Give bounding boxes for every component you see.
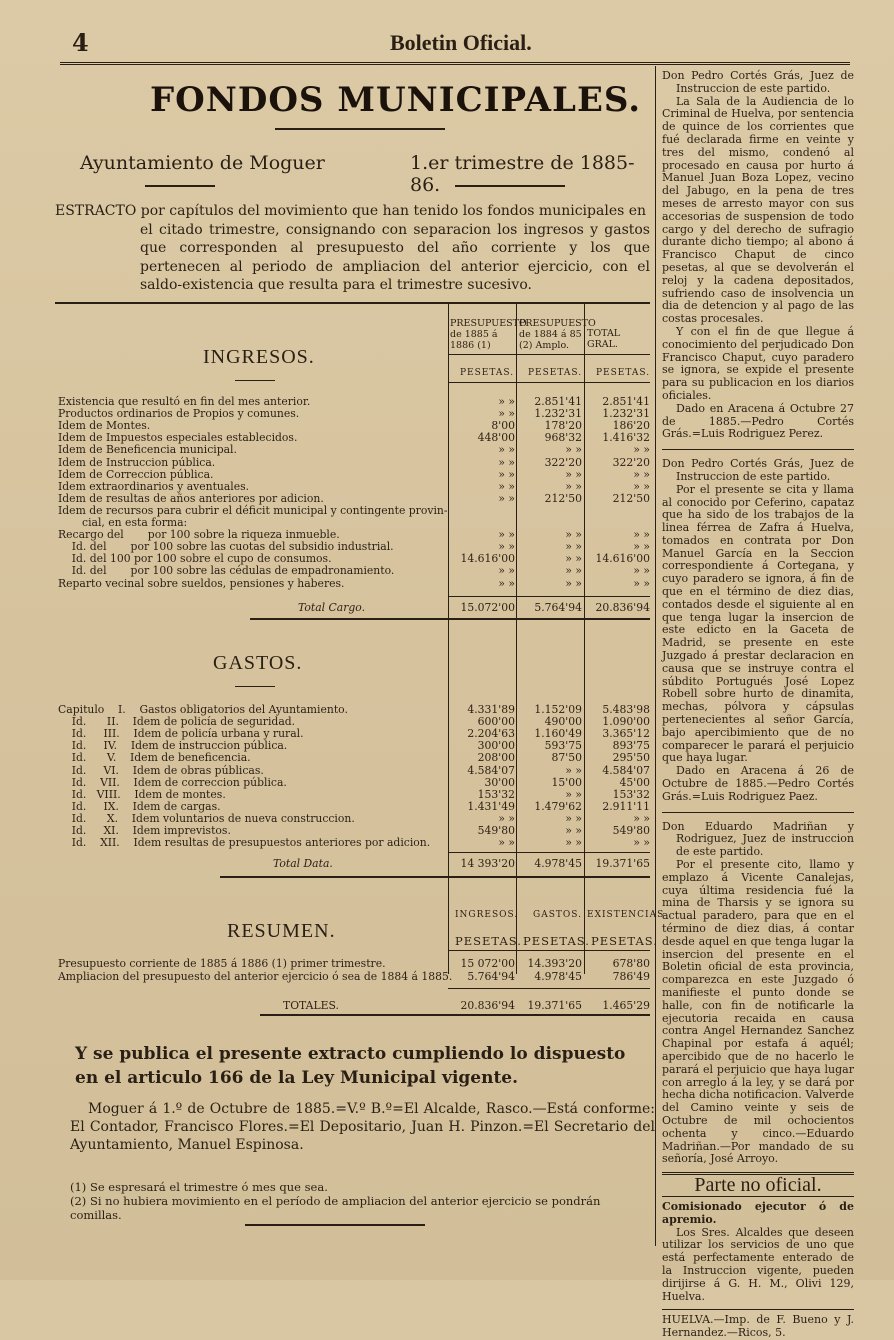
resumen-title: RESUMEN. — [227, 920, 336, 942]
ingresos-v2: » » — [565, 564, 582, 578]
header-presupuesto-1884: PRESUPUESTO de 1884 á 85 (2) Amplo. — [519, 318, 596, 351]
ingresos-v1: » » — [498, 479, 515, 493]
page-number: 4 — [72, 28, 89, 57]
resumen-v3: 786'49 — [612, 969, 650, 983]
ingresos-row — [58, 457, 648, 469]
ingresos-row — [58, 565, 648, 577]
resumen-head-existencias: EXISTENCIAS — [587, 910, 665, 920]
gastos-label: Id. III. Idem de policía urbana y rural. — [58, 727, 304, 741]
total-data-v3: 19.371'65 — [595, 857, 650, 870]
gastos-v3: 2.911'11 — [602, 799, 650, 813]
gastos-v3: 4.584'07 — [602, 763, 650, 777]
ingresos-label: Idem de recursos para cubrir el déficit municipal y contingente provin- — [58, 503, 448, 517]
gastos-v1: 549'80 — [477, 824, 515, 837]
ingresos-v3: 322'20 — [612, 455, 650, 469]
total-cargo-label: Total Cargo. — [298, 601, 366, 614]
newspaper-title: Boletin Oficial. — [390, 30, 532, 55]
resumen-v1: 15 072'00 — [460, 957, 515, 970]
resumen-row — [58, 958, 648, 970]
ingresos-v3: » » — [633, 479, 650, 493]
resumen-header-rule — [448, 950, 650, 951]
gastos-v3: » » — [633, 811, 650, 825]
ingresos-ornament — [235, 380, 275, 381]
ingresos-label: Idem de resultas de años anteriores por adicion. — [58, 491, 324, 505]
gastos-row — [58, 837, 648, 849]
total-data-v2: 4.978'45 — [534, 857, 582, 870]
gastos-row — [58, 789, 648, 801]
resumen-head-ingresos: INGRESOS. — [455, 910, 519, 920]
gastos-v1: 153'32 — [477, 787, 515, 801]
gastos-v1: 4.331'89 — [467, 703, 515, 716]
gastos-v1: » » — [498, 836, 515, 850]
ayuntamiento-label: Ayuntamiento de Moguer — [80, 152, 325, 174]
edict3-head: Don Eduardo Madriñan y Rodriguez, Juez de instruccion de este partido. — [662, 819, 854, 859]
ingresos-label: Id. del por 100 sobre las cuotas del subsidio industrial. — [58, 540, 394, 554]
gastos-v1: 300'00 — [477, 739, 515, 753]
ingresos-v3: » » — [633, 467, 650, 481]
gastos-label: Id. VII. Idem de correccion pública. — [58, 775, 287, 789]
total-cargo-v2: 5.764'94 — [534, 601, 582, 614]
ingresos-label: Reparto vecinal sobre sueldos, pensiones y haberes. — [58, 576, 345, 590]
header-presupuesto-1885: PRESUPUESTO de 1885 á 1886 (1) — [450, 318, 527, 351]
gastos-v3: 549'80 — [612, 824, 650, 837]
resumen-label: Presupuesto corriente de 1885 á 1886 (1) primer trimestre. — [58, 957, 386, 970]
gastos-v2: 1.160'49 — [534, 727, 582, 741]
ingresos-v2: 968'32 — [544, 431, 582, 445]
ornament-right — [455, 185, 565, 187]
ingresos-v2: 2.851'41 — [534, 395, 582, 408]
ingresos-v2: » » — [565, 443, 582, 457]
column-separator — [655, 66, 656, 1246]
gastos-v2: 593'75 — [544, 739, 582, 753]
edict3-p1: Por el presente cito, llamo y emplazo á Vicente Canalejas, cuya última residencia fué la mina de Tharsis y se ignora su actual paradero, para que en el término de diez dias, á contar desde aquel en que tenga lugar la insercion del presente en el Boletin oficial de esta provincia, comparezca en este Juzgado ó manifieste el punto donde se halle, con fin de notificarle la ejecutoria recaida en causa contra Angel Hernandez Sanchez Chapinal por estafa á aquél; apercibido que de no hacerlo le parará el perjuicio que haya lugar con arreglo á la ley, y se dará por hecha dicha notificacion. Valverde del Camino veinte y seis de Octubre de mil ochocientos ochenta y cinco.—Eduardo Madriñan.—Por mandado de su señoría, José Arroyo. — [662, 858, 854, 1166]
ingresos-v3: 212'50 — [612, 491, 650, 505]
ingresos-label: Idem de Impuestos especiales establecidos. — [58, 431, 298, 445]
resumen-v3: 678'80 — [612, 957, 650, 970]
totales-v3: 1.465'29 — [602, 999, 650, 1012]
edict1-head: Don Pedro Cortés Grás, Juez de Instruccion de este partido. — [662, 69, 854, 95]
gastos-label: Id. VIII. Idem de montes. — [58, 787, 226, 801]
ingresos-total-top-rule — [448, 596, 650, 597]
ingresos-label: cial, en esta forma: — [58, 516, 188, 529]
ingresos-v3: 2.851'41 — [602, 395, 650, 408]
comisionado-text: Los Sres. Alcaldes que deseen utilizar los servicios de uno que está perfectamente enterado de la Instruccion vigente, pueden dirijirse á G. H. M., Olivi 129, Huelva. — [662, 1225, 854, 1303]
ingresos-v3: » » — [633, 564, 650, 578]
gastos-v2: » » — [565, 836, 582, 850]
ingresos-label: Id. del 100 por 100 sobre el cupo de consumos. — [58, 552, 332, 566]
pesetas-3: PESETAS. — [596, 368, 651, 378]
ingresos-label: Idem de Correccion pública. — [58, 467, 214, 481]
ingresos-v3: » » — [633, 528, 650, 542]
gastos-v2: 1.152'09 — [534, 703, 582, 716]
gastos-v3: » » — [633, 836, 650, 850]
gastos-v2: 490'00 — [544, 715, 582, 729]
ingresos-v3: 186'20 — [612, 419, 650, 433]
ornament-left — [145, 185, 215, 187]
ingresos-total-row — [58, 602, 648, 614]
gastos-v2: 87'50 — [551, 751, 582, 765]
ingresos-v2: » » — [565, 576, 582, 590]
ingresos-v1: » » — [498, 491, 515, 505]
ingresos-title: INGRESOS. — [203, 346, 315, 368]
ingresos-v3: » » — [633, 576, 650, 590]
gastos-row — [58, 777, 648, 789]
gastos-v1: 2.204'63 — [467, 727, 515, 741]
ingresos-row — [58, 578, 648, 590]
ingresos-v3: 14.616'00 — [595, 552, 650, 566]
resumen-label: Ampliacion del presupuesto del anterior ejercicio ó sea de 1884 á 1885. — [58, 969, 453, 983]
ingresos-label: Id. del por 100 sobre las cédulas de empadronamiento. — [58, 564, 395, 578]
edict1-p1: La Sala de la Audiencia de lo Criminal de Huelva, por sentencia de quince de los corrientes que fué declarada firme en veinte y tres del mismo, condenó al procesado en causa por hurto á Manuel Juan Boza Lopez, vecino del Jabugo, en la pena de tres meses de arresto mayor con sus accesorias de suspension de todo cargo y del derecho de sufragio durante dicho tiempo; al abono á Francisco Chaput de cinco pesetas, al que se devolverán el reloj y la cadena depositados, sufriendo caso de insolvencia un dia de detencion y al pago de las costas procesales. — [662, 94, 854, 326]
resumen-pesetas-1: PESETAS. — [455, 934, 522, 948]
ingresos-row — [58, 493, 648, 505]
gastos-ornament — [235, 686, 275, 687]
table-top-rule — [55, 302, 650, 304]
title-ornament — [275, 128, 445, 130]
gastos-total-row — [58, 858, 648, 870]
gastos-row — [58, 752, 648, 764]
footnote-1: (1) Se espresará el trimestre ó mes que sea. — [70, 1180, 328, 1194]
comisionado-heading: Comisionado ejecutor ó de apremio. — [662, 1199, 854, 1226]
ingresos-label: Idem de Beneficencia municipal. — [58, 443, 237, 457]
ingresos-v1: » » — [498, 407, 515, 421]
ingresos-v3: » » — [633, 540, 650, 554]
resumen-pesetas-2: PESETAS. — [523, 934, 590, 948]
ingresos-row — [58, 444, 648, 456]
ingresos-v1: » » — [498, 528, 515, 542]
ingresos-v2: » » — [565, 479, 582, 493]
gastos-total-top-rule — [448, 852, 650, 853]
gastos-label: Id. XI. Idem imprevistos. — [58, 824, 231, 837]
ingresos-label: Productos ordinarios de Propios y comunes. — [58, 407, 300, 421]
gastos-label: Id. IX. Idem de cargas. — [58, 799, 221, 813]
resumen-total-top-rule — [448, 988, 650, 989]
ingresos-v2: 322'20 — [544, 455, 582, 469]
right-rule-2 — [662, 812, 854, 813]
totales-v2: 19.371'65 — [527, 999, 582, 1012]
total-cargo-v3: 20.836'94 — [595, 601, 650, 614]
ingresos-label: Idem extraordinarios y aventuales. — [58, 479, 250, 493]
ingresos-v2: » » — [565, 528, 582, 542]
gastos-label: Id. V. Idem de beneficencia. — [58, 751, 251, 765]
gastos-v1: 208'00 — [477, 751, 515, 765]
edict2-p2: Dado en Aracena á 26 de Octubre de 1885.—Pedro Cortés Grás.=Luis Rodriguez Paez. — [662, 764, 854, 803]
resumen-pesetas-3: PESETAS. — [591, 934, 658, 948]
gastos-v3: 45'00 — [619, 775, 650, 789]
ingresos-v1: » » — [498, 455, 515, 469]
ingresos-v1: » » — [498, 564, 515, 578]
main-title: FONDOS MUNICIPALES. — [150, 80, 642, 120]
gastos-v1: 30'00 — [484, 775, 515, 789]
gastos-v3: 1.090'00 — [602, 715, 650, 729]
gastos-label: Id. X. Idem voluntarios de nueva construccion. — [58, 811, 355, 825]
gastos-row — [58, 801, 648, 813]
gastos-label: Capitulo I. Gastos obligatorios del Ayuntamiento. — [58, 703, 348, 716]
gastos-label: Id. XII. Idem resultas de presupuestos anteriores por adicion. — [58, 836, 431, 850]
total-cargo-v1: 15.072'00 — [460, 601, 515, 614]
gastos-v2: 1.479'62 — [534, 799, 582, 813]
ingresos-bottom-rule — [250, 618, 650, 620]
pesetas-rule — [448, 382, 650, 383]
totales-v1: 20.836'94 — [460, 999, 515, 1012]
gastos-title: GASTOS. — [213, 652, 303, 674]
ingresos-v1: » » — [498, 467, 515, 481]
resumen-row — [58, 971, 648, 983]
ingresos-label: Recargo del por 100 sobre la riqueza inmueble. — [58, 528, 340, 542]
ingresos-v1: » » — [498, 443, 515, 457]
right-rule-1 — [662, 449, 854, 450]
gastos-v2: 15'00 — [551, 775, 582, 789]
edict2-head: Don Pedro Cortés Grás, Juez de Instruccion de este partido. — [662, 457, 854, 483]
ingresos-v1: » » — [498, 576, 515, 590]
extracto-rest: el citado trimestre, consignando con separacion los ingresos y gastos que corresponden al presupuesto del año corriente y los que pertenecen al periodo de ampliacion del anterior ejercicio, con el saldo-existencia que resulta para el trimestre sucesivo. — [140, 221, 650, 293]
ingresos-v2: 1.232'31 — [534, 407, 582, 421]
ingresos-row — [58, 469, 648, 481]
gastos-row — [58, 765, 648, 777]
resumen-head-gastos: GASTOS. — [533, 910, 582, 920]
ingresos-label: Idem de Instruccion pública. — [58, 455, 216, 469]
page-header — [60, 26, 850, 62]
bottom-ornament — [245, 1224, 425, 1226]
right-column — [662, 70, 854, 1340]
header-total: TOTAL GRAL. — [587, 328, 621, 350]
edict1-p3: Dado en Aracena á Octubre 27 de 1885.—Pedro Cortés Grás.=Luis Rodriguez Perez. — [662, 401, 854, 441]
ingresos-label: Existencia que resultó en fin del mes anterior. — [58, 395, 311, 408]
signatures: Moguer á 1.º de Octubre de 1885.=V.º B.º=El Alcalde, Rasco.—Está conforme: El Contador, Francisco Flores.=El Depositario, Juan H. Pinzon.=El Secretario del Ayuntamiento, Manuel Espinosa. — [70, 1101, 655, 1153]
trimestre-label: 1.er trimestre de 1885-86. — [410, 152, 635, 196]
gastos-v1: 1.431'49 — [467, 799, 515, 813]
ingresos-v3: 1.232'31 — [602, 407, 650, 421]
gastos-v2: » » — [565, 811, 582, 825]
ingresos-v2: 212'50 — [544, 491, 582, 505]
footnote-2: (2) Si no hubiera movimiento en el período de ampliacion del anterior ejercicio se pondrán comillas. — [70, 1194, 601, 1222]
pesetas-2: PESETAS. — [528, 368, 583, 378]
total-data-v1: 14 393'20 — [460, 857, 515, 870]
resumen-bottom-rule — [260, 1014, 650, 1016]
ingresos-v1: 14.616'00 — [460, 552, 515, 566]
gastos-v3: 153'32 — [612, 787, 650, 801]
gastos-label: Id. IV. Idem de instruccion pública. — [58, 739, 288, 753]
edict2-p1: Por el presente se cita y llama al conocido por Ceferino, capataz que ha sido de los trabajos de la linea férrea de Zafra á Huelva, tomados en contrata por Don Manuel García en la Seccion correspondiente á Cortegana, y cuyo paradero se ignora, á fin de que en el término de diez dias, contados desde el siguiente al en que tenga lugar la insercion de este edicto en la Gaceta de Madrid, se presente en este Juzgado á prestar declaracion en causa que se instruye contra el súbdito Portugués José Lopez Robell sobre hurto de dinamita, mechas, pólvora y cápsulas pertenecientes al señor García, bajo apercibimiento que de no comparecer le parará el perjuicio que haya lugar. — [662, 482, 854, 765]
totales-label: TOTALES. — [283, 999, 339, 1012]
parte-no-oficial-heading: Parte no oficial. — [694, 1174, 822, 1197]
resumen-v1: 5.764'94 — [467, 969, 515, 983]
gastos-label: Id. II. Idem de policía de seguridad. — [58, 715, 296, 729]
ingresos-v3: » » — [633, 443, 650, 457]
pesetas-1: PESETAS. — [460, 368, 515, 378]
resumen-v2: 14.393'20 — [527, 957, 582, 970]
gastos-v2: » » — [565, 824, 582, 837]
gastos-bottom-rule — [220, 876, 650, 878]
gastos-v3: 5.483'98 — [602, 703, 650, 716]
extracto-first-line: ESTRACTO por capítulos del movimiento que han tenido los fondos municipales en — [55, 203, 647, 219]
gastos-v3: 893'75 — [612, 739, 650, 753]
gastos-label: Id. VI. Idem de obras públicas. — [58, 763, 264, 777]
resumen-v2: 4.978'45 — [534, 969, 582, 983]
closing-statement: Y se publica el presente extracto cumpliendo lo dispuesto en el articulo 166 de la Ley Municipal vigente. — [75, 1044, 626, 1088]
right-rule-5 — [662, 1309, 854, 1310]
gastos-v3: 295'50 — [612, 751, 650, 765]
extracto-paragraph — [55, 202, 650, 295]
ingresos-v3: 1.416'32 — [602, 431, 650, 445]
ingresos-v2: » » — [565, 552, 582, 566]
gastos-v1: » » — [498, 811, 515, 825]
imprenta-line: HUELVA.—Imp. de F. Bueno y J. Hernandez.—Ricos, 5. — [662, 1313, 854, 1340]
ingresos-v1: 448'00 — [477, 431, 515, 445]
total-data-label: Total Data. — [273, 857, 333, 870]
gastos-v2: » » — [565, 763, 582, 777]
header-rule — [60, 62, 850, 65]
right-rule-4 — [662, 1196, 854, 1197]
resumen-total-row — [58, 1000, 648, 1012]
gastos-v1: 4.584'07 — [467, 763, 515, 777]
ingresos-v1: 8'00 — [491, 419, 515, 433]
edict1-p2: Y con el fin de que llegue á conocimiento del perjudicado Don Francisco Chaput, cuyo paradero se ignora, se expide el presente para su publicacion en los diarios oficiales. — [662, 324, 854, 402]
header-rule — [448, 354, 650, 355]
gastos-v2: » » — [565, 787, 582, 801]
gastos-v3: 3.365'12 — [602, 727, 650, 741]
ingresos-v1: » » — [498, 540, 515, 554]
ingresos-row — [58, 481, 648, 493]
ingresos-v2: » » — [565, 467, 582, 481]
gastos-v1: 600'00 — [477, 715, 515, 729]
ingresos-v1: » » — [498, 395, 515, 408]
ingresos-v2: 178'20 — [544, 419, 582, 433]
ingresos-v2: » » — [565, 540, 582, 554]
ingresos-label: Idem de Montes. — [58, 419, 151, 433]
